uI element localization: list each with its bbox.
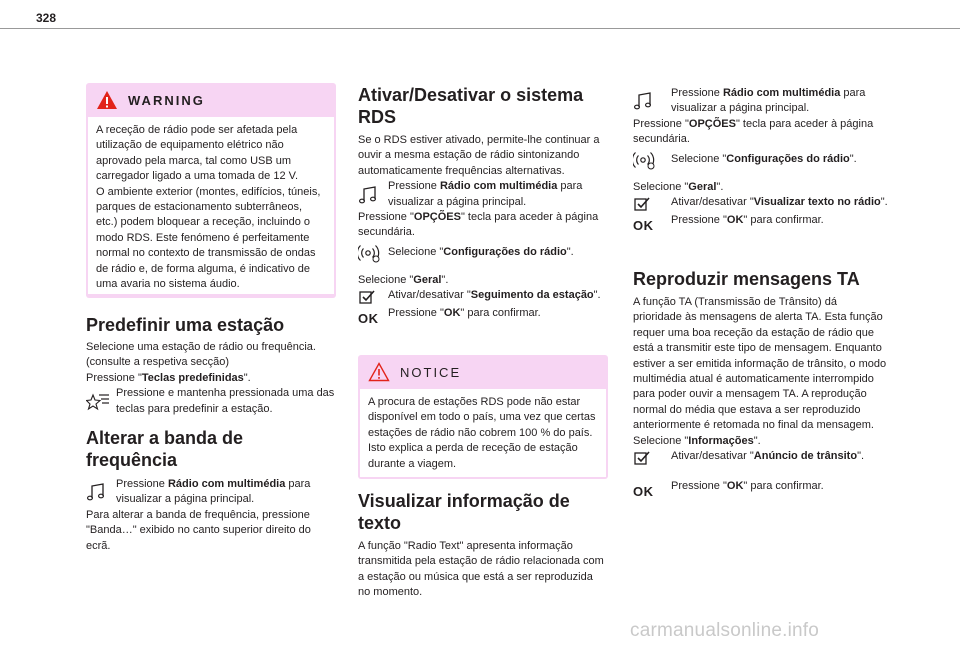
col3-step-1: [633, 86, 888, 117]
watermark: carmanualsonline.info: [630, 620, 820, 641]
band-step: [86, 477, 336, 508]
band-heading-line1: Alterar a banda de: [86, 428, 244, 448]
top-rule: [0, 28, 960, 29]
warning-triangle-icon: [96, 90, 118, 110]
notice-title: NOTICE: [400, 364, 462, 380]
radio-settings-icon: [633, 148, 657, 172]
rds-step-4: [358, 306, 608, 326]
music-note-icon: [358, 185, 378, 205]
col3-step-1-text: Pressione Rádio com multimédia para visualizar a página principal.: [671, 87, 866, 115]
rds-step-2-text: Selecione "Configurações do rádio".: [388, 245, 574, 258]
ta-heading: Reproduzir mensagens TA: [633, 269, 860, 289]
ta-step-2-text: Pressione "OK" para confirmar.: [671, 480, 824, 493]
rds-step-2: [358, 241, 608, 265]
warning-header: [86, 83, 336, 117]
col3-step-3: [633, 195, 888, 213]
col3-step-4-text: Pressione "OK" para confirmar.: [671, 214, 824, 227]
rds-select-general: Selecione "Geral".: [358, 273, 449, 286]
music-note-icon: [633, 91, 653, 111]
rds-step-1-text: Pressione Rádio com multimédia para visualizar a página principal.: [388, 180, 583, 208]
col3-step-3-text: Ativar/desativar "Visualizar texto no rádio".: [671, 196, 888, 209]
rds-step-4-text: Pressione "OK" para confirmar.: [388, 307, 541, 320]
preset-section: [86, 314, 336, 417]
notice-text: A procura de estações RDS pode não estar disponível em todo o país, uma vez que certas estações de rádio não cobrem 100 % do país. Isto explica a perda de receção de estação durante a viagem.: [368, 396, 596, 470]
rds-step-3-text: Ativar/desativar "Seguimento da estação".: [388, 289, 601, 302]
ok-icon: OK: [633, 218, 654, 234]
warning-box: [86, 83, 336, 298]
ta-section: [633, 268, 888, 499]
preset-step: [86, 386, 336, 417]
preset-heading: Predefinir uma estação: [86, 315, 285, 335]
rds-options-text: Pressione "OPÇÕES" tecla para aceder à página secundária.: [358, 211, 599, 239]
band-text: Para alterar a banda de frequência, pressione "Banda…" exibido no canto superior direito do ecrã.: [86, 508, 311, 552]
rds-step-1: [358, 179, 608, 210]
notice-triangle-icon: [368, 362, 390, 382]
radio-text-heading-line2: texto: [358, 513, 402, 533]
ta-select-info: Selecione "Informações".: [633, 434, 761, 447]
warning-title: WARNING: [128, 92, 205, 108]
col3-step-4: [633, 213, 888, 233]
radio-text-heading-line1: Visualizar informação de: [358, 491, 570, 511]
checkbox-icon: [358, 288, 376, 306]
band-section: [86, 427, 336, 554]
band-step-text: Pressione Rádio com multimédia para visualizar a página principal.: [116, 478, 311, 506]
ok-icon: OK: [633, 484, 654, 500]
col3-options-text: Pressione "OPÇÕES" tecla para aceder à página secundária.: [633, 117, 874, 146]
rds-heading-line2: RDS: [358, 107, 397, 127]
music-note-icon: [86, 482, 106, 502]
warning-body: [88, 117, 334, 294]
preset-intro: Selecione uma estação de rádio ou frequência. (consulte a respetiva secção): [86, 341, 316, 369]
text-steps-section: [633, 86, 888, 233]
radio-settings-icon: [358, 241, 382, 265]
notice-header: [358, 355, 608, 389]
col3-step-2-text: Selecione "Configurações do rádio".: [671, 152, 857, 165]
ta-step-1: [633, 449, 888, 467]
rds-step-3: [358, 288, 608, 306]
notice-box: [358, 355, 608, 479]
checkbox-icon: [633, 449, 651, 467]
ta-body: A função TA (Transmissão de Trânsito) dá prioridade às mensagens de alerta TA. Esta função requer uma boa receção da estação de rádio que está a transmitir este tipo de mensagem. Enquanto estiver a ser emitida informação de trânsito, o modo multimédia atual é automaticamente interrompido para poder ouvir a mensagem TA. A reprodução normal do média que estava a ser reproduzido anteriormente é retomada no final da mensagem.: [633, 296, 887, 432]
notice-body: [360, 389, 606, 477]
star-list-icon: [86, 390, 110, 414]
warning-text-2: O ambiente exterior (montes, edifícios, túneis, parques de estacionamento subterrâneos, etc.) podem bloquear a receção, incluindo o modo RDS. Este fenómeno é perfeitamente normal no contexto de transmissão de ondas de rádio e, de forma alguma, é indicativo de uma avaria no sistema áudio.: [96, 185, 321, 291]
preset-step-text: Pressione e mantenha pressionada uma das teclas para predefinir a estação.: [116, 387, 335, 415]
col3-step-2: [633, 148, 888, 172]
ta-step-1-text: Ativar/desativar "Anúncio de trânsito".: [671, 450, 865, 463]
ta-step-2: [633, 479, 888, 499]
rds-heading-line1: Ativar/Desativar o sistema: [358, 85, 584, 105]
ok-icon: OK: [358, 311, 379, 327]
col3-select-general: Selecione "Geral".: [633, 180, 724, 193]
rds-intro: Se o RDS estiver ativado, permite-lhe continuar a ouvir a mesma estação de rádio sintonizando automaticamente frequências alternativas.: [358, 134, 600, 177]
preset-press: Pressione "Teclas predefinidas".: [86, 371, 251, 384]
radio-text-body: A função "Radio Text" apresenta informação transmitida pela estação de rádio relacionada com a estação ou música que está a ser reproduzida no momento.: [358, 540, 604, 599]
rds-section: [358, 84, 608, 326]
band-heading-line2: frequência: [86, 450, 178, 470]
warning-text: A receção de rádio pode ser afetada pela utilização de equipamento elétrico não aprovado pela marca, tal como USB um carregador ligado a uma tomada de 12 V.: [96, 124, 299, 183]
checkbox-icon: [633, 195, 651, 213]
page-number: 328: [36, 11, 57, 25]
radio-text-section: [358, 490, 608, 601]
